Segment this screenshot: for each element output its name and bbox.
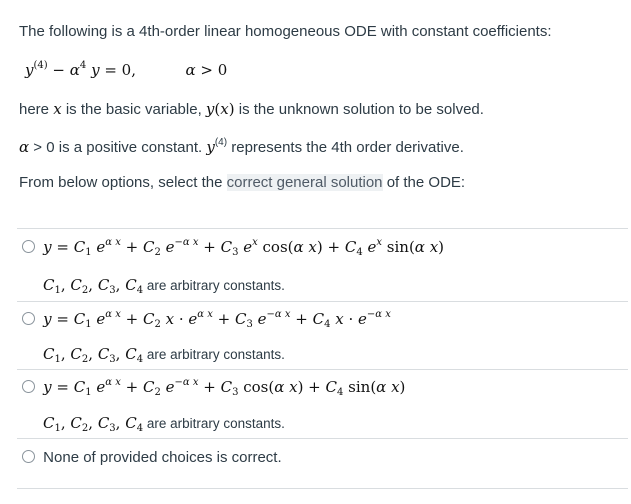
option-4[interactable] [22, 449, 282, 466]
radio-button[interactable] [22, 240, 35, 253]
text-here: here [19, 101, 50, 118]
radio-button[interactable] [22, 380, 35, 393]
option-2-note: $C_1$, $C_2$, $C_3$, $C_4$ are arbitrary constants. [43, 345, 285, 365]
option-1[interactable]: $y = C_1$ $e^{\alpha x} + C_2$ $e^{-\alpha x} + C_3$ $e^x$ cos(α $x) + C_4$ $e^x$ sin(α x) [22, 237, 444, 258]
intro-text: The following is a 4th-order linear homogeneous ODE with constant coefficients: [19, 23, 552, 40]
text-4th-derivative: represents the 4th order derivative. [231, 139, 464, 156]
text-basic-variable: is the basic variable, [65, 101, 202, 118]
radio-button[interactable] [22, 312, 35, 325]
prompt-highlight: correct general solution [226, 174, 383, 191]
radio-button[interactable] [22, 450, 35, 463]
question-prompt [19, 174, 465, 191]
text-positive-constant: is a positive constant. [58, 139, 203, 156]
option-4-label: None of provided choices is correct. [43, 449, 282, 466]
divider [17, 369, 628, 370]
option-3-note: $C_1$, $C_2$, $C_3$, $C_4$ are arbitrary constants. [43, 414, 285, 434]
option-3[interactable]: $y = C_1$ $e^{\alpha x} + C_2$ $e^{-\alpha x} + C_3$ cos(α $x) + C_4$ sin(α x) [22, 377, 405, 398]
divider [17, 438, 628, 439]
text-unknown-solution: is the unknown solution to be solved. [238, 101, 484, 118]
prompt-text-end: of the ODE: [386, 174, 466, 191]
prompt-text-start: From below options, select the [19, 174, 223, 191]
option-1-note: $C_1$, $C_2$, $C_3$, $C_4$ are arbitrary constants. [43, 276, 285, 296]
divider [17, 301, 628, 302]
divider [17, 488, 628, 489]
constant-description: α > 0 is a positive constant. $y^{(4)}$ represents the 4th order derivative. [19, 137, 464, 156]
option-2[interactable]: $y = C_1$ $e^{\alpha x} + C_2$ $x \cdot e^{\alpha x} + C_3$ $e^{-\alpha x} + C_4$ $x \cdot e^{-\alpha x}$ [22, 309, 391, 330]
ode-equation: $y^{(4)} - \alpha^4$ y = 0, α > 0 [25, 60, 228, 79]
variable-description: here x is the basic variable, y(x) is the unknown solution to be solved. [19, 100, 484, 118]
divider [17, 228, 628, 229]
